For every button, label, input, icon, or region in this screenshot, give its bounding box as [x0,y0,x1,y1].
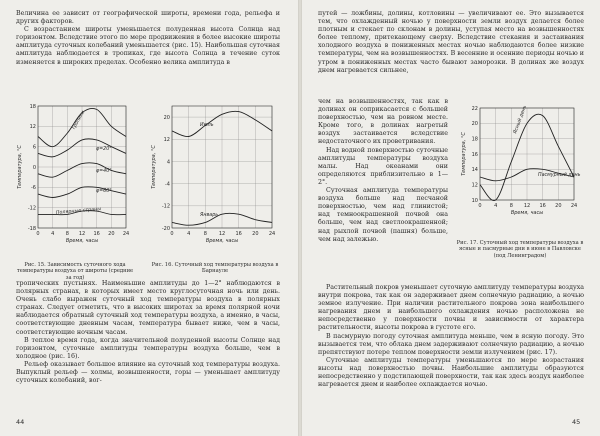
figure-17-caption: Рис. 17. Суточный ход температуры воздуха в ясные и пасмурные дни в июне в Павловске (под Ленинградом) [456,240,584,259]
x-axis-label: Время, часы [65,238,99,244]
x-tick-label: 12 [78,231,86,237]
left-paragraph-2: тропических пустынях. Наименьшие амплитуды до 1—2° наблюдаются в полярных странах, в которых имеет место круглосуточная ночь или день. Очень слабо выражен суточный ход температуры воздуха в полярных странах. Следует отметить, что в высоких широтах за время полярной ночи наблюдается обратный суточный ход температуры воздуха, а именно, в часы, соответствующие дневным часам, температура бывает ниже, чем в часы, соответствующие ночным часам. [16,280,280,336]
right-paragraph-4: Растительный покров уменьшает суточную амплитуду температуры воздуха внутри покрова, так как он задерживает днем солнечную радиацию, а ночью земное излучение. При наличии растительного покрова зона наибольшего нагревания днем и наибольшего охлаждения ночью расположена не непосредственно у поверхности почвы и зависимости от характера растительности, высоты покрова в густоте его. [318,284,584,332]
y-tick-label: 20 [471,121,478,128]
series-label: Полярные страны [55,207,102,216]
y-tick-label: 12 [29,124,36,131]
figure-15-caption: Рис. 15. Зависимость суточного хода температуры воздуха от широты (средние за год) [16,262,134,281]
y-axis-label: Температура, °C [461,132,467,176]
page-number-left: 44 [16,418,25,426]
series-label: φ=40° [96,169,112,174]
x-tick-label: 16 [539,203,546,209]
series-label: φ=20° [96,147,112,152]
x-tick-label: 24 [268,231,276,237]
figure-17-chart [460,104,580,224]
right-paragraph-3: Суточная амплитуда температуры воздуха больше над песчаной поверхностью, чем над глинистой; над темноокрашенной почвой она больше, чем над светлоокрашенной; над рыхлой почвой (пашня) больше, чем над залежью. [318,187,448,243]
right-paragraph-1: путей — ложбины, долины, котловины — увеличивают ее. Это вызывается тем, что охлажденный ночью у поверхности земли воздух делается более плотным и стекает по склонам в долины, уступая место на возвышенностях более теплому, притекающему сверху. Вследствие стекания и застаивания холодного воздуха в пониженных местах ночью наблюдаются более низкие температуры, чем на возвышенностях. В весенние и осенние периоды ночью и утром в пониженных местах часто бывают заморозки. В долинах же воздух днем нагревается сильнее, [318,10,584,74]
right-paragraph-2: Над водной поверхностью суточные амплитуды температуры воздуха малы. Над океанами они определяются приблизительно в 1—2°. [318,146,448,186]
figure-15 [16,100,134,250]
x-tick-label: 20 [108,231,115,237]
left-page [0,0,298,436]
x-tick-label: 24 [122,231,130,237]
x-tick-label: 0 [36,231,40,237]
page-number-right: 45 [572,418,581,426]
y-tick-label: 10 [471,197,478,204]
y-tick-label: 22 [471,105,478,112]
right-paragraph-1b: чем на возвышенностях, так как в долинах он соприкасается с большей поверхностью, чем на ровном месте. Кроме того, в долинах нагретый воздух застаивается вследствие недостаточного их проветривания. [318,98,448,146]
x-tick-label: 12 [218,231,226,237]
y-tick-label: 18 [29,103,36,110]
y-tick-label: 12 [471,182,478,189]
x-tick-label: 4 [494,203,498,209]
y-tick-label: -18 [27,225,36,232]
y-tick-label: 12 [163,137,170,144]
right-page [302,0,600,436]
x-axis-label: Время, часы [510,210,544,216]
series-label: φ=60° [96,189,112,194]
y-tick-label: 0 [32,164,36,171]
y-tick-label: 4 [166,159,170,166]
figure-16 [150,100,280,250]
right-paragraph-5: В пасмурную погоду суточная амплитуда меньше, чем в ясную погоду. Это вызывается тем, что облака днем задерживают солнечную радиацию, а ночью препятствуют потере теплом поверхности земли излучением (рис. 17). [318,332,584,356]
y-tick-label: -12 [27,205,36,212]
y-tick-label: 6 [32,144,36,151]
x-tick-label: 20 [252,231,259,237]
series-label: Январь [200,213,219,218]
left-paragraph-0: Величина ее зависит от географической широты, времени года, рельефа и других факторов. [16,10,280,26]
y-axis-label: Температура, °C [151,145,157,189]
figure-16-caption: Рис. 16. Суточный ход температуры воздуха в Барнауле [151,262,279,275]
x-tick-label: 16 [235,231,242,237]
x-tick-label: 8 [203,231,207,237]
figure-17 [460,104,580,224]
right-column-text [318,98,448,244]
y-tick-label: -6 [31,185,36,192]
series-label: Пасмурный день [538,173,581,178]
series-label: Ясный день [513,104,529,135]
right-bottom-text [318,284,584,389]
x-axis-label: Время, часы [205,238,239,244]
x-tick-label: 16 [93,231,100,237]
x-tick-label: 8 [65,231,69,237]
y-tick-label: 14 [471,167,478,174]
y-tick-label: 18 [471,136,478,143]
x-tick-label: 4 [187,231,191,237]
left-top-text [16,10,280,67]
x-tick-label: 0 [478,203,482,209]
right-paragraph-6: Суточные амплитуды температуры уменьшаются по мере возрастания высоты над поверхностью почвы. Наибольшие амплитуды образуются непосредственно у подстилающей поверхности, так как здесь воздух наиболее нагревается днем и наиболее охлаждается ночью. [318,356,584,389]
series-label: Тропики [71,110,87,131]
x-tick-label: 0 [170,231,174,237]
x-tick-label: 8 [509,203,513,209]
y-tick-label: 20 [163,114,170,121]
left-paragraph-3: В теплое время года, когда значительной полуденной высоты Солнце над горизонтом, суточные амплитуды температуры воздуха больше, чем в холодное (рис. 16). [16,336,280,360]
x-tick-label: 24 [570,203,578,209]
y-tick-label: 16 [471,151,478,158]
x-tick-label: 12 [523,203,531,209]
y-tick-label: -20 [161,225,170,232]
x-tick-label: 20 [555,203,562,209]
left-paragraph-1: С возрастанием широты уменьшается полуденная высота Солнца над горизонтом. Вследствие этого по мере продвижения в более высокие широты амплитуда суточных колебаний уменьшается (рис. 15). Наибольшая суточная амплитуда наблюдается в тропиках, где высота Солнца в течение суток изменяется в широких пределах. Особенно велика амплитуда в [16,26,280,66]
series-label: Июль [200,123,214,128]
y-tick-label: -12 [161,203,170,210]
figure-16-chart [150,100,280,250]
y-axis-label: Температура, °C [17,145,23,189]
right-top-text [318,10,584,75]
left-paragraph-4: Рельеф оказывает большое влияние на суточный ход температуры воздуха. Выпуклый рельеф — холмы, возвышенности, горы — уменьшает амплитуду суточных колебаний, вог- [16,360,280,385]
x-tick-label: 4 [51,231,55,237]
left-bottom-text [16,280,280,385]
figure-15-chart [16,100,134,250]
y-tick-label: -4 [165,181,170,188]
